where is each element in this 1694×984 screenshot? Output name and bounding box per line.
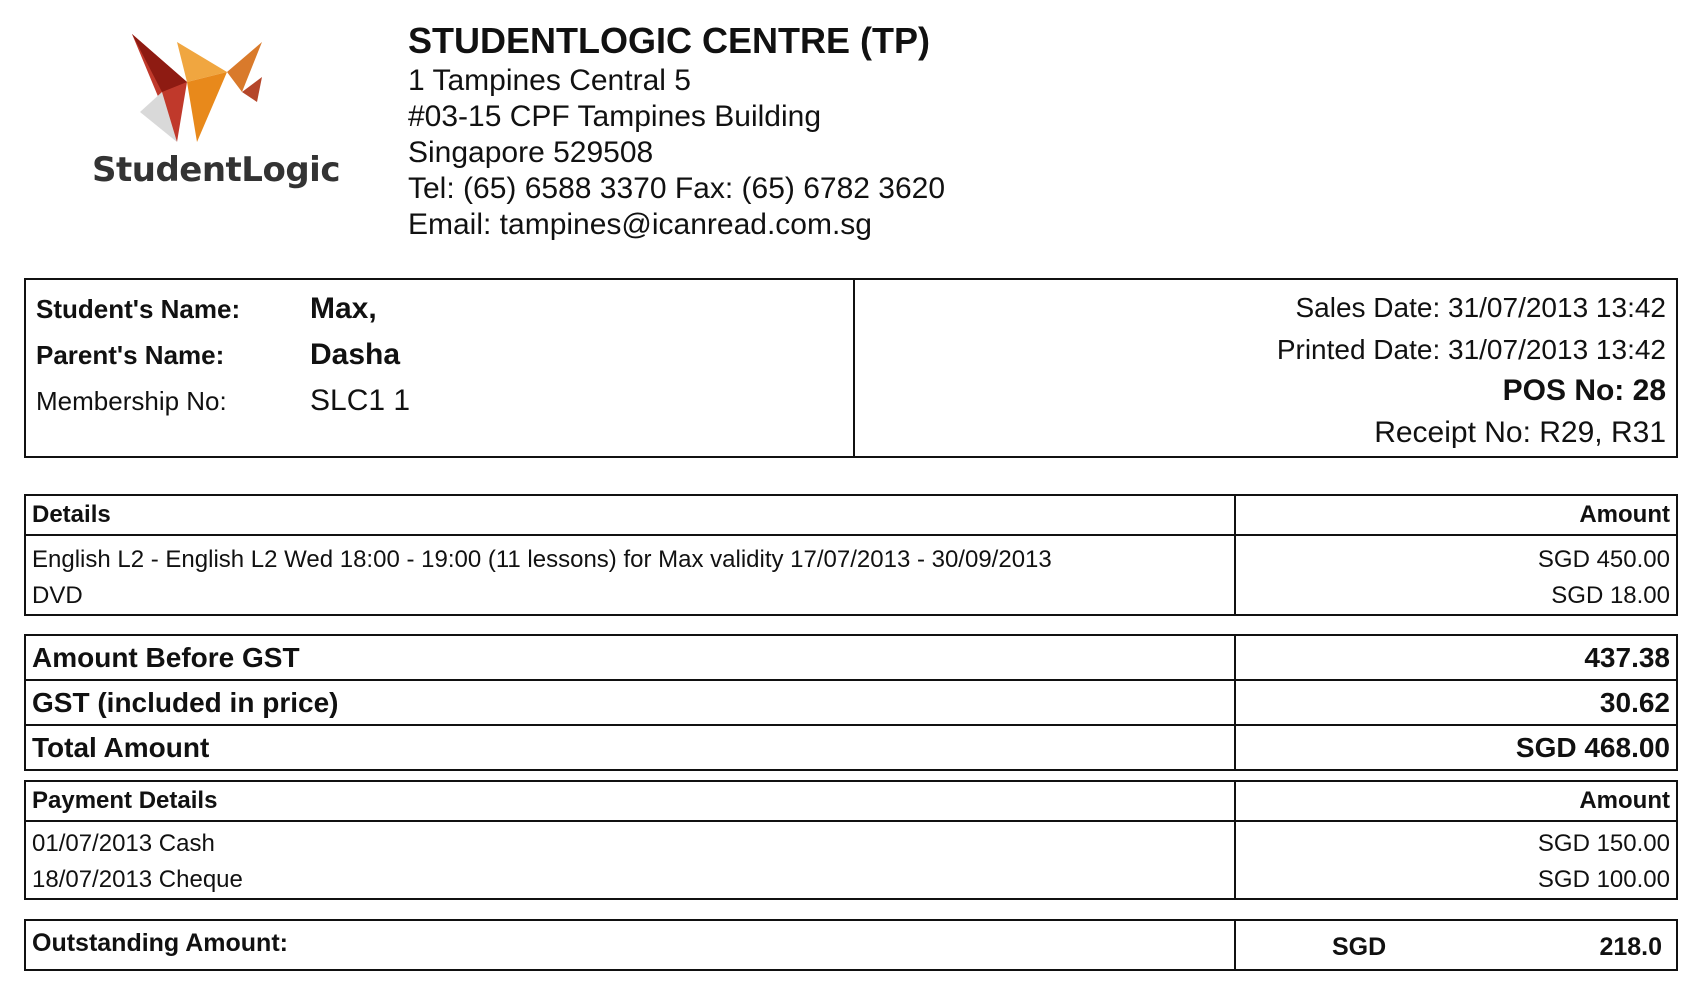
line-item-amount: SGD 18.00 xyxy=(1551,582,1670,609)
outstanding-value: 218.0 xyxy=(1599,933,1662,961)
address-line-2: #03-15 CPF Tampines Building xyxy=(408,100,822,133)
parent-name-value: Dasha xyxy=(310,338,401,371)
total-row xyxy=(25,725,1677,770)
payment-rows xyxy=(25,821,1677,899)
student-name-label: Student's Name: xyxy=(36,294,241,324)
phone-fax-line: Tel: (65) 6588 3370 Fax: (65) 6782 3620 xyxy=(408,172,946,205)
center-name: STUDENTLOGIC CENTRE (TP) xyxy=(408,20,930,61)
total-value: SGD 468.00 xyxy=(1235,725,1677,770)
outstanding-currency: SGD xyxy=(1332,933,1387,961)
line-item-desc: English L2 - English L2 Wed 18:00 - 19:00 (11 lessons) for Max validity 17/07/2013 - 30/09/2013 xyxy=(32,546,1052,573)
printed-date: Printed Date: 31/07/2013 13:42 xyxy=(1276,334,1666,365)
address-line-3: Singapore 529508 xyxy=(408,136,654,169)
studentlogic-logo xyxy=(92,32,340,202)
payment-amount: SGD 150.00 xyxy=(1537,830,1670,857)
outstanding-table xyxy=(24,919,1678,971)
payment-desc: 18/07/2013 Cheque xyxy=(32,866,243,893)
logo-icon xyxy=(132,32,282,147)
amount-header: Amount xyxy=(1235,495,1677,535)
outstanding-label: Outstanding Amount: xyxy=(25,920,1235,970)
logo-text: StudentLogic xyxy=(92,150,340,190)
payment-amount: SGD 100.00 xyxy=(1537,866,1670,893)
sales-date: Sales Date: 31/07/2013 13:42 xyxy=(1295,292,1666,323)
details-table xyxy=(24,494,1678,616)
gst-label: GST (included in price) xyxy=(25,680,1235,725)
details-header: Details xyxy=(25,495,1235,535)
email-line: Email: tampines@icanread.com.sg xyxy=(408,208,872,241)
membership-value: SLC1 1 xyxy=(310,384,411,417)
payment-desc: 01/07/2013 Cash xyxy=(32,830,215,857)
customer-info-box xyxy=(24,278,1678,458)
payments-header-row xyxy=(25,781,1677,821)
details-rows xyxy=(25,535,1677,615)
address-line-1: 1 Tampines Central 5 xyxy=(408,64,691,97)
outstanding-row xyxy=(25,920,1677,970)
details-header-row xyxy=(25,495,1677,535)
pos-number: POS No: 28 xyxy=(1502,374,1666,407)
total-label: Total Amount xyxy=(25,725,1235,770)
line-item-amount: SGD 450.00 xyxy=(1537,546,1670,573)
before-gst-value: 437.38 xyxy=(1235,635,1677,680)
totals-table xyxy=(24,634,1678,771)
payments-table xyxy=(24,780,1678,900)
payment-amount-header: Amount xyxy=(1235,781,1677,821)
line-item-desc: DVD xyxy=(32,582,83,609)
student-name-value: Max, xyxy=(310,292,377,325)
before-gst-label: Amount Before GST xyxy=(25,635,1235,680)
before-gst-row xyxy=(25,635,1677,680)
gst-row xyxy=(25,680,1677,725)
parent-name-label: Parent's Name: xyxy=(36,340,225,370)
membership-label: Membership No: xyxy=(36,386,227,416)
gst-value: 30.62 xyxy=(1235,680,1677,725)
receipt-number: Receipt No: R29, R31 xyxy=(1374,416,1666,449)
info-divider xyxy=(853,280,855,456)
payment-details-header: Payment Details xyxy=(25,781,1235,821)
